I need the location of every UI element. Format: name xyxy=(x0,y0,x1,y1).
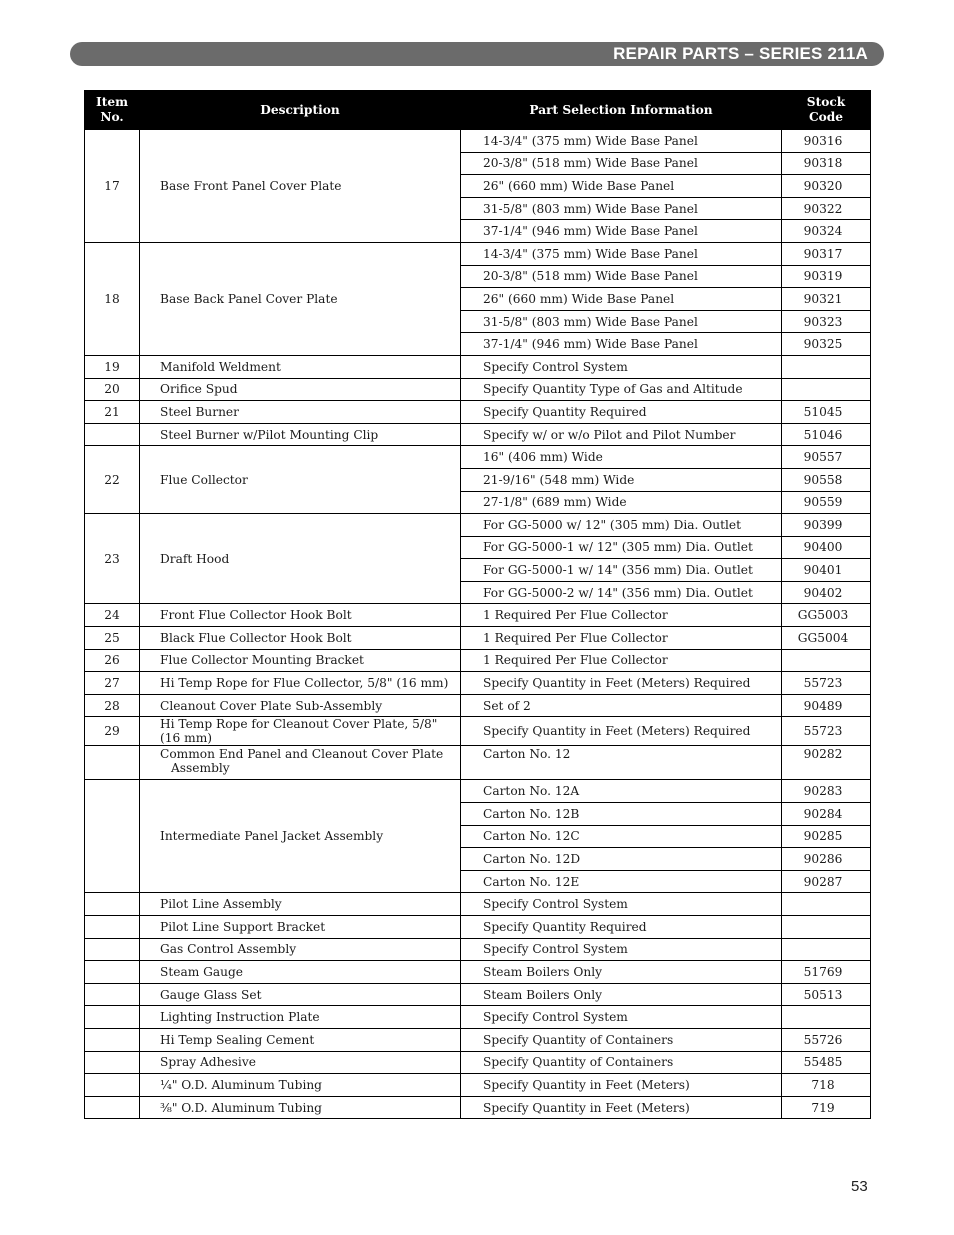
part-selection-cell: Specify Control System xyxy=(461,938,782,961)
item-number-cell: 28 xyxy=(85,694,140,717)
description-cell xyxy=(140,1006,461,1029)
item-number-cell: 26 xyxy=(85,649,140,672)
part-selection-cell: Set of 2 xyxy=(461,694,782,717)
description-cell xyxy=(140,649,461,672)
part-selection-cell: For GG-5000-1 w/ 14" (356 mm) Dia. Outlet xyxy=(461,559,782,582)
part-selection-cell: Specify Control System xyxy=(461,355,782,378)
description-text: ¼" O.D. Aluminum Tubing xyxy=(160,1077,322,1092)
part-selection-cell: 1 Required Per Flue Collector xyxy=(461,649,782,672)
stock-code-cell: 90322 xyxy=(782,197,871,220)
part-selection-cell: Carton No. 12 xyxy=(461,746,782,780)
part-selection-cell: 14-3/4" (375 mm) Wide Base Panel xyxy=(461,242,782,265)
description-text: Steel Burner xyxy=(160,404,239,419)
table-row xyxy=(85,130,871,153)
stock-code-cell: 90319 xyxy=(782,265,871,288)
table-row xyxy=(85,1096,871,1119)
part-selection-cell: Specify Control System xyxy=(461,1006,782,1029)
stock-code-cell: 90402 xyxy=(782,581,871,604)
section-banner xyxy=(70,42,884,66)
description-cell xyxy=(140,1074,461,1097)
stock-code-cell: 90558 xyxy=(782,468,871,491)
part-selection-cell: For GG-5000-2 w/ 14" (356 mm) Dia. Outlet xyxy=(461,581,782,604)
description-cell xyxy=(140,130,461,243)
stock-code-cell xyxy=(782,355,871,378)
table-header-row xyxy=(85,91,871,130)
description-cell xyxy=(140,423,461,446)
part-selection-cell: Steam Boilers Only xyxy=(461,961,782,984)
stock-code-cell: 55723 xyxy=(782,717,871,746)
description-text: Cleanout Cover Plate Sub-Assembly xyxy=(160,698,383,713)
description-text: Hi Temp Rope for Flue Collector, 5/8" (16 mm) xyxy=(160,676,449,691)
part-selection-cell: 31-5/8" (803 mm) Wide Base Panel xyxy=(461,310,782,333)
description-cell xyxy=(140,627,461,650)
table-row xyxy=(85,355,871,378)
description-text: Gas Control Assembly xyxy=(160,942,297,957)
part-selection-cell: Specify Quantity in Feet (Meters) Required xyxy=(461,672,782,695)
stock-code-cell: 55485 xyxy=(782,1051,871,1074)
part-selection-cell: 20-3/8" (518 mm) Wide Base Panel xyxy=(461,265,782,288)
table-row xyxy=(85,401,871,424)
part-selection-cell: 1 Required Per Flue Collector xyxy=(461,604,782,627)
stock-code-cell: 50513 xyxy=(782,983,871,1006)
part-selection-cell: For GG-5000-1 w/ 12" (305 mm) Dia. Outlet xyxy=(461,536,782,559)
stock-code-cell: 90283 xyxy=(782,780,871,803)
description-cell xyxy=(140,983,461,1006)
stock-code-cell xyxy=(782,1006,871,1029)
table-row xyxy=(85,694,871,717)
stock-code-cell: 90286 xyxy=(782,848,871,871)
stock-code-cell: 718 xyxy=(782,1074,871,1097)
description-cell xyxy=(140,780,461,893)
page-title: REPAIR PARTS – SERIES 211A xyxy=(613,44,868,63)
part-selection-cell: 27-1/8" (689 mm) Wide xyxy=(461,491,782,514)
description-cell xyxy=(140,355,461,378)
description-text: Draft Hood xyxy=(160,551,230,566)
repair-parts-table xyxy=(84,90,871,1119)
table-row xyxy=(85,1028,871,1051)
description-text: Intermediate Panel Jacket Assembly xyxy=(160,829,384,844)
item-number-cell: 24 xyxy=(85,604,140,627)
part-selection-cell: Carton No. 12A xyxy=(461,780,782,803)
item-number-cell xyxy=(85,1028,140,1051)
table-row xyxy=(85,627,871,650)
part-selection-cell: Specify Quantity Required xyxy=(461,916,782,939)
stock-code-cell: 90321 xyxy=(782,288,871,311)
table-row xyxy=(85,717,871,746)
part-selection-cell: 26" (660 mm) Wide Base Panel xyxy=(461,175,782,198)
description-cell xyxy=(140,1051,461,1074)
description-text: Flue Collector xyxy=(160,472,248,487)
table-row xyxy=(85,916,871,939)
table-row xyxy=(85,242,871,265)
page-number: 53 xyxy=(851,1178,868,1195)
stock-code-cell xyxy=(782,378,871,401)
part-selection-cell: Specify Quantity in Feet (Meters) xyxy=(461,1074,782,1097)
stock-code-cell: 90400 xyxy=(782,536,871,559)
table-row xyxy=(85,672,871,695)
part-selection-cell: Specify Quantity Type of Gas and Altitude xyxy=(461,378,782,401)
part-selection-cell: Carton No. 12E xyxy=(461,870,782,893)
table-row xyxy=(85,378,871,401)
table-body xyxy=(85,130,871,1119)
item-number-cell: 23 xyxy=(85,514,140,604)
description-cell xyxy=(140,961,461,984)
part-selection-cell: 1 Required Per Flue Collector xyxy=(461,627,782,650)
description-text: Pilot Line Support Bracket xyxy=(160,919,326,934)
description-text: Base Front Panel Cover Plate xyxy=(160,178,342,193)
stock-code-cell: 90320 xyxy=(782,175,871,198)
description-text: Hi Temp Sealing Cement xyxy=(160,1032,315,1047)
description-cell xyxy=(140,717,461,746)
part-selection-cell: Specify w/ or w/o Pilot and Pilot Number xyxy=(461,423,782,446)
part-selection-cell: 16" (406 mm) Wide xyxy=(461,446,782,469)
stock-code-cell xyxy=(782,916,871,939)
item-number-cell: 18 xyxy=(85,242,140,355)
description-text: Spray Adhesive xyxy=(160,1055,256,1070)
part-selection-cell: 20-3/8" (518 mm) Wide Base Panel xyxy=(461,152,782,175)
stock-code-cell xyxy=(782,893,871,916)
description-cell xyxy=(140,746,461,780)
item-number-cell xyxy=(85,1006,140,1029)
description-text: Base Back Panel Cover Plate xyxy=(160,291,338,306)
stock-code-cell: 90316 xyxy=(782,130,871,153)
part-selection-cell: For GG-5000 w/ 12" (305 mm) Dia. Outlet xyxy=(461,514,782,537)
part-selection-cell: Steam Boilers Only xyxy=(461,983,782,1006)
stock-code-cell: 90282 xyxy=(782,746,871,780)
description-cell xyxy=(140,694,461,717)
item-number-cell: 22 xyxy=(85,446,140,514)
description-cell xyxy=(140,604,461,627)
stock-code-cell: 55723 xyxy=(782,672,871,695)
item-number-cell xyxy=(85,893,140,916)
description-cell xyxy=(140,916,461,939)
description-text: Flue Collector Mounting Bracket xyxy=(160,653,364,668)
table-row xyxy=(85,1051,871,1074)
stock-code-cell: 51046 xyxy=(782,423,871,446)
part-selection-cell: 37-1/4" (946 mm) Wide Base Panel xyxy=(461,333,782,356)
description-text: Hi Temp Rope for Cleanout Cover Plate, 5/8" (16 mm) xyxy=(160,717,438,746)
table-row xyxy=(85,961,871,984)
part-selection-cell: Specify Quantity in Feet (Meters) xyxy=(461,1096,782,1119)
description-cell xyxy=(140,242,461,355)
part-selection-cell: Specify Quantity in Feet (Meters) Required xyxy=(461,717,782,746)
column-header-item: Item No. xyxy=(85,91,140,130)
description-cell xyxy=(140,401,461,424)
stock-code-cell: 90557 xyxy=(782,446,871,469)
description-cell xyxy=(140,672,461,695)
stock-code-cell: 90325 xyxy=(782,333,871,356)
table-row xyxy=(85,604,871,627)
item-number-cell: 19 xyxy=(85,355,140,378)
part-selection-cell: Specify Quantity of Containers xyxy=(461,1028,782,1051)
table-row xyxy=(85,893,871,916)
description-text: Manifold Weldment xyxy=(160,359,281,374)
stock-code-cell xyxy=(782,938,871,961)
item-number-cell: 25 xyxy=(85,627,140,650)
part-selection-cell: 31-5/8" (803 mm) Wide Base Panel xyxy=(461,197,782,220)
description-cell xyxy=(140,378,461,401)
description-text: ⅜" O.D. Aluminum Tubing xyxy=(160,1100,322,1115)
stock-code-cell: 90318 xyxy=(782,152,871,175)
part-selection-cell: Carton No. 12D xyxy=(461,848,782,871)
table-row xyxy=(85,1074,871,1097)
item-number-cell xyxy=(85,423,140,446)
stock-code-cell: GG5004 xyxy=(782,627,871,650)
item-number-cell xyxy=(85,780,140,893)
description-cell xyxy=(140,1028,461,1051)
part-selection-cell: 21-9/16" (548 mm) Wide xyxy=(461,468,782,491)
column-header-part-selection: Part Selection Information xyxy=(461,91,782,130)
item-number-cell xyxy=(85,1096,140,1119)
table-row xyxy=(85,983,871,1006)
description-text: Gauge Glass Set xyxy=(160,987,262,1002)
description-text: Orifice Spud xyxy=(160,382,238,397)
part-selection-cell: Specify Control System xyxy=(461,893,782,916)
stock-code-cell xyxy=(782,649,871,672)
stock-code-cell: 90323 xyxy=(782,310,871,333)
table-row xyxy=(85,423,871,446)
stock-code-cell: GG5003 xyxy=(782,604,871,627)
stock-code-cell: 90284 xyxy=(782,803,871,826)
description-cell xyxy=(140,1096,461,1119)
item-number-cell: 29 xyxy=(85,717,140,746)
description-text: Lighting Instruction Plate xyxy=(160,1010,320,1025)
description-text: Pilot Line Assembly xyxy=(160,897,282,912)
part-selection-cell: 14-3/4" (375 mm) Wide Base Panel xyxy=(461,130,782,153)
stock-code-cell: 90401 xyxy=(782,559,871,582)
description-cell xyxy=(140,446,461,514)
column-header-description: Description xyxy=(140,91,461,130)
item-number-cell xyxy=(85,961,140,984)
stock-code-cell: 90559 xyxy=(782,491,871,514)
table-row xyxy=(85,780,871,803)
table-row xyxy=(85,1006,871,1029)
stock-code-cell: 90285 xyxy=(782,825,871,848)
item-number-cell: 21 xyxy=(85,401,140,424)
table-row xyxy=(85,514,871,537)
description-text: Steel Burner w/Pilot Mounting Clip xyxy=(160,427,379,442)
stock-code-cell: 55726 xyxy=(782,1028,871,1051)
item-number-cell xyxy=(85,983,140,1006)
stock-code-cell: 90317 xyxy=(782,242,871,265)
description-text-line2: Assembly xyxy=(171,761,230,776)
part-selection-cell: Carton No. 12C xyxy=(461,825,782,848)
stock-code-cell: 51769 xyxy=(782,961,871,984)
stock-code-cell: 90489 xyxy=(782,694,871,717)
description-text: Common End Panel and Cleanout Cover Plate xyxy=(160,747,444,762)
item-number-cell xyxy=(85,1051,140,1074)
item-number-cell xyxy=(85,1074,140,1097)
table-row xyxy=(85,446,871,469)
table-row xyxy=(85,746,871,780)
item-number-cell: 20 xyxy=(85,378,140,401)
description-cell xyxy=(140,893,461,916)
part-selection-cell: 26" (660 mm) Wide Base Panel xyxy=(461,288,782,311)
table-row xyxy=(85,649,871,672)
item-number-cell xyxy=(85,746,140,780)
description-text: Front Flue Collector Hook Bolt xyxy=(160,608,352,623)
description-cell xyxy=(140,938,461,961)
item-number-cell xyxy=(85,916,140,939)
part-selection-cell: 37-1/4" (946 mm) Wide Base Panel xyxy=(461,220,782,243)
part-selection-cell: Specify Quantity of Containers xyxy=(461,1051,782,1074)
column-header-stock-code: Stock Code xyxy=(782,91,871,130)
stock-code-cell: 90399 xyxy=(782,514,871,537)
part-selection-cell: Carton No. 12B xyxy=(461,803,782,826)
description-cell xyxy=(140,514,461,604)
description-text: Black Flue Collector Hook Bolt xyxy=(160,630,352,645)
table-row xyxy=(85,938,871,961)
stock-code-cell: 90287 xyxy=(782,870,871,893)
item-number-cell: 27 xyxy=(85,672,140,695)
stock-code-cell: 90324 xyxy=(782,220,871,243)
item-number-cell: 17 xyxy=(85,130,140,243)
description-text: Steam Gauge xyxy=(160,964,244,979)
stock-code-cell: 51045 xyxy=(782,401,871,424)
part-selection-cell: Specify Quantity Required xyxy=(461,401,782,424)
item-number-cell xyxy=(85,938,140,961)
stock-code-cell: 719 xyxy=(782,1096,871,1119)
